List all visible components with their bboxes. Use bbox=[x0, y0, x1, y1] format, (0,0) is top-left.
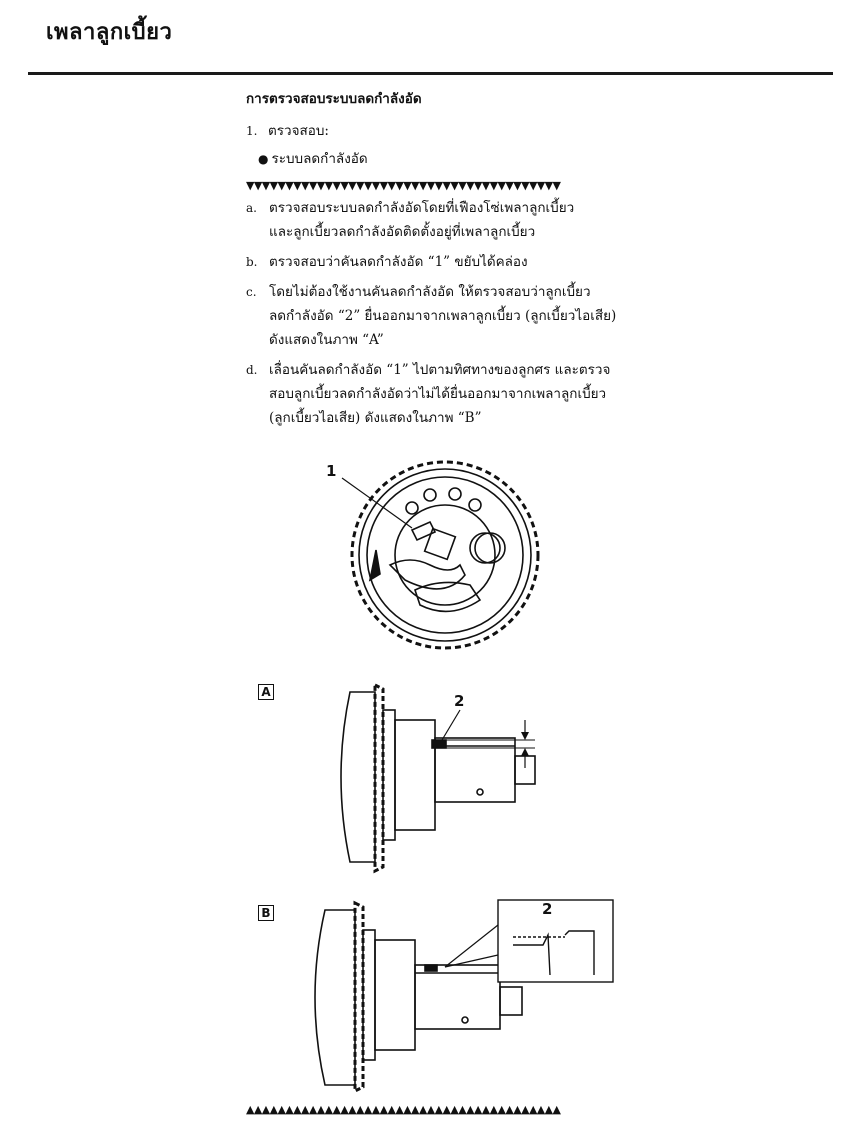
figure-b-label: B bbox=[258, 905, 274, 921]
section-heading: การตรวจสอบระบบลดกำลังอัด bbox=[246, 91, 422, 107]
substep-b bbox=[246, 250, 646, 274]
substep-list bbox=[246, 196, 646, 436]
substep-line: โดยไม่ต้องใช้งานคันลดกำลังอัด ให้ตรวจสอบว่าลูกเบี้ยว bbox=[269, 284, 591, 300]
substep-line: (ลูกเบี้ยวไอเสีย) ดังแสดงในภาพ “B” bbox=[269, 410, 482, 426]
step-number: 1. bbox=[246, 124, 258, 138]
section-content bbox=[246, 88, 646, 170]
step-1 bbox=[246, 120, 646, 142]
figure-a-camshaft bbox=[320, 680, 550, 875]
figure-a-label: A bbox=[258, 684, 274, 700]
procedure-start-marker: ▼▼▼▼▼▼▼▼▼▼▼▼▼▼▼▼▼▼▼▼▼▼▼▼▼▼▼▼▼▼▼▼▼▼▼▼▼▼▼▼ bbox=[246, 180, 561, 192]
substep-line: สอบลูกเบี้ยวลดกำลังอัดว่าไม่ได้ยื่นออกมาจากเพลาลูกเบี้ยว bbox=[269, 386, 607, 402]
substep-line: ตรวจสอบระบบลดกำลังอัดโดยที่เฟืองโซ่เพลาลูกเบี้ยว bbox=[269, 200, 575, 216]
bullet-dot-icon: ● bbox=[258, 152, 269, 166]
substep-line: และลูกเบี้ยวลดกำลังอัดติดตั้งอยู่ที่เพลาลูกเบี้ยว bbox=[269, 224, 536, 240]
substep-letter: b. bbox=[246, 255, 258, 269]
bullet-text: ระบบลดกำลังอัด bbox=[271, 151, 368, 167]
callout-2-figure-b: 2 bbox=[542, 900, 553, 918]
substep-letter: a. bbox=[246, 201, 257, 215]
decompression-sprocket-figure bbox=[320, 450, 540, 650]
callout-2-figure-a: 2 bbox=[454, 692, 465, 710]
step-text: ตรวจสอบ: bbox=[268, 123, 329, 139]
callout-1: 1 bbox=[326, 462, 337, 480]
substep-line: ลดกำลังอัด “2” ยื่นออกมาจากเพลาลูกเบี้ยว (ลูกเบี้ยวไอเสีย) bbox=[269, 308, 617, 324]
substep-c bbox=[246, 280, 646, 352]
substep-line: ดังแสดงในภาพ “A” bbox=[269, 332, 384, 348]
title-divider bbox=[28, 72, 833, 75]
substep-line: ตรวจสอบว่าคันลดกำลังอัด “1” ขยับได้คล่อง bbox=[269, 254, 528, 270]
substep-a bbox=[246, 196, 646, 244]
page-title: เพลาลูกเบี้ยว bbox=[46, 20, 173, 45]
substep-line: เลื่อนคันลดกำลังอัด “1” ไปตามทิศทางของลูกศร และตรวจ bbox=[269, 362, 611, 378]
substep-letter: d. bbox=[246, 363, 258, 377]
bullet-item bbox=[258, 148, 646, 170]
procedure-end-marker: ▲▲▲▲▲▲▲▲▲▲▲▲▲▲▲▲▲▲▲▲▲▲▲▲▲▲▲▲▲▲▲▲▲▲▲▲▲▲▲▲ bbox=[246, 1104, 561, 1116]
figure-b-camshaft bbox=[295, 895, 620, 1095]
substep-letter: c. bbox=[246, 285, 257, 299]
substep-d bbox=[246, 358, 646, 430]
